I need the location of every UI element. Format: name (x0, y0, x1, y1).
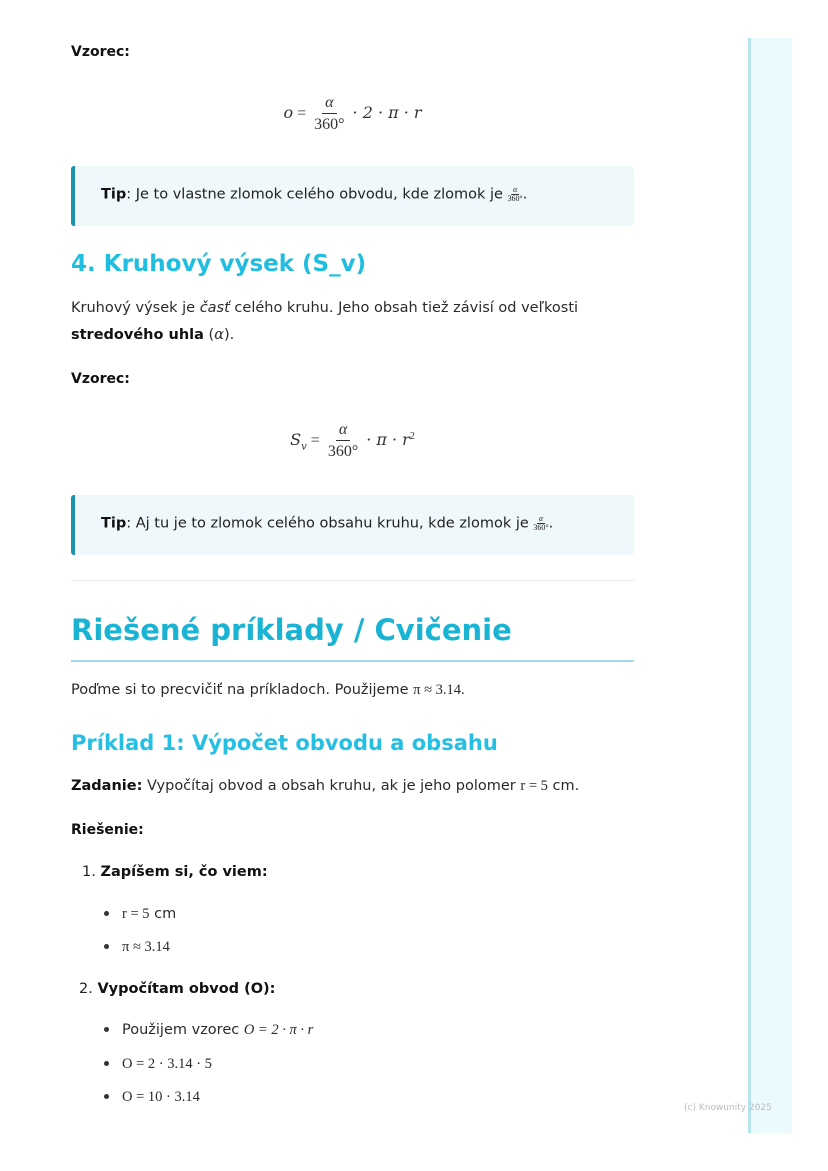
tip-label: Tip (101, 515, 127, 532)
fraction-denominator: 360° (507, 194, 523, 203)
examples-heading: Riešené príklady / Cvičenie (71, 613, 512, 647)
circumference-arc-formula (71, 94, 634, 135)
examples-intro (71, 677, 465, 704)
math: π ≈ 3.14 (122, 939, 170, 955)
fraction-denominator: 360° (327, 443, 359, 460)
heading-underline (71, 660, 634, 662)
step-title: Vypočítam obvod (O): (97, 981, 276, 997)
fraction-numerator: α (538, 514, 544, 523)
radius-value: r = 5 (520, 778, 548, 794)
fraction-numerator: α (513, 185, 518, 194)
side-panel (748, 38, 792, 1133)
tip-box (71, 166, 634, 226)
formula-fraction (314, 94, 344, 135)
formula-label: Vzorec: (71, 44, 130, 60)
formula-fraction (328, 421, 358, 462)
bullet-icon (104, 944, 109, 949)
formula-rest: · 2 · π · r (352, 103, 422, 123)
formula-eq: = (297, 105, 307, 123)
tip-box (71, 495, 634, 555)
sector-area-formula (71, 421, 634, 462)
list-item (104, 1089, 200, 1106)
tip-end: . (522, 186, 528, 203)
tip-label: Tip (101, 186, 127, 203)
bullet-icon (104, 911, 109, 916)
bullet-icon (104, 1061, 109, 1066)
copyright-footer: (c) Knowunity 2025 (684, 1103, 772, 1113)
text: cm (149, 906, 177, 922)
formula-lhs: S (290, 430, 302, 450)
step-number: 2. (79, 981, 93, 997)
formula-label: Vzorec: (71, 371, 130, 387)
unit: cm. (547, 778, 580, 794)
text: Kruhový výsek je (71, 300, 200, 316)
list-item (104, 1056, 212, 1073)
math: O = 2 · 3.14 · 5 (122, 1056, 212, 1072)
solution-step-2 (79, 981, 275, 997)
example-1-task (71, 773, 579, 800)
text: ( (203, 327, 215, 343)
formula-eq: = (310, 432, 320, 450)
tip-text (101, 515, 553, 532)
tip-fraction (533, 515, 548, 532)
text: Použijem vzorec (122, 1022, 244, 1038)
math: r = 5 (122, 906, 150, 922)
section-paragraph (71, 295, 634, 349)
tip-fraction (508, 186, 523, 203)
solution-label: Riešenie: (71, 822, 144, 838)
bold-term: stredového uhla (71, 327, 204, 343)
tip-text (101, 186, 527, 203)
fraction-numerator: α (336, 421, 350, 441)
math: O = 10 · 3.14 (122, 1089, 200, 1105)
tip-body: : Je to vlastne zlomok celého obvodu, kde zlomok je (126, 186, 508, 203)
divider (71, 580, 634, 581)
list-item (104, 939, 170, 956)
step-title: Zapíšem si, čo viem: (100, 864, 268, 880)
text: Poďme si to precvičiť na príkladoch. Použijeme (71, 682, 414, 698)
formula-lhs: o (283, 103, 294, 123)
text: celého kruhu. Jeho obsah tiež závisí od veľkosti (229, 300, 579, 316)
math: O = 2 · π · r (243, 1022, 314, 1038)
fraction-numerator: α (322, 94, 336, 114)
formula-exponent: 2 (409, 430, 415, 442)
bullet-icon (104, 1094, 109, 1099)
formula-rest: · π · r (366, 430, 410, 450)
text: ). (224, 327, 235, 343)
emphasis: časť (199, 300, 230, 316)
solution-step-1 (82, 864, 268, 880)
step-number: 1. (82, 864, 96, 880)
bullet-icon (104, 1027, 109, 1032)
fraction-denominator: 360° (314, 116, 345, 133)
section-heading-kruhovy-vysek: 4. Kruhový výsek (S_v) (71, 251, 367, 277)
example-1-heading: Príklad 1: Výpočet obvodu a obsahu (71, 731, 498, 755)
tip-body: : Aj tu je to zlomok celého obsahu kruhu, kde zlomok je (126, 515, 534, 532)
fraction-denominator: 360° (533, 523, 549, 532)
task-label: Zadanie: (71, 778, 143, 794)
tip-end: . (548, 515, 554, 532)
formula-subscript: v (301, 441, 307, 453)
list-item (104, 1022, 313, 1039)
text: Vypočítaj obvod a obsah kruhu, ak je jeho polomer (142, 778, 521, 794)
list-item (104, 906, 176, 923)
alpha-symbol: α (214, 327, 224, 343)
pi-approx: π ≈ 3.14. (413, 682, 465, 698)
